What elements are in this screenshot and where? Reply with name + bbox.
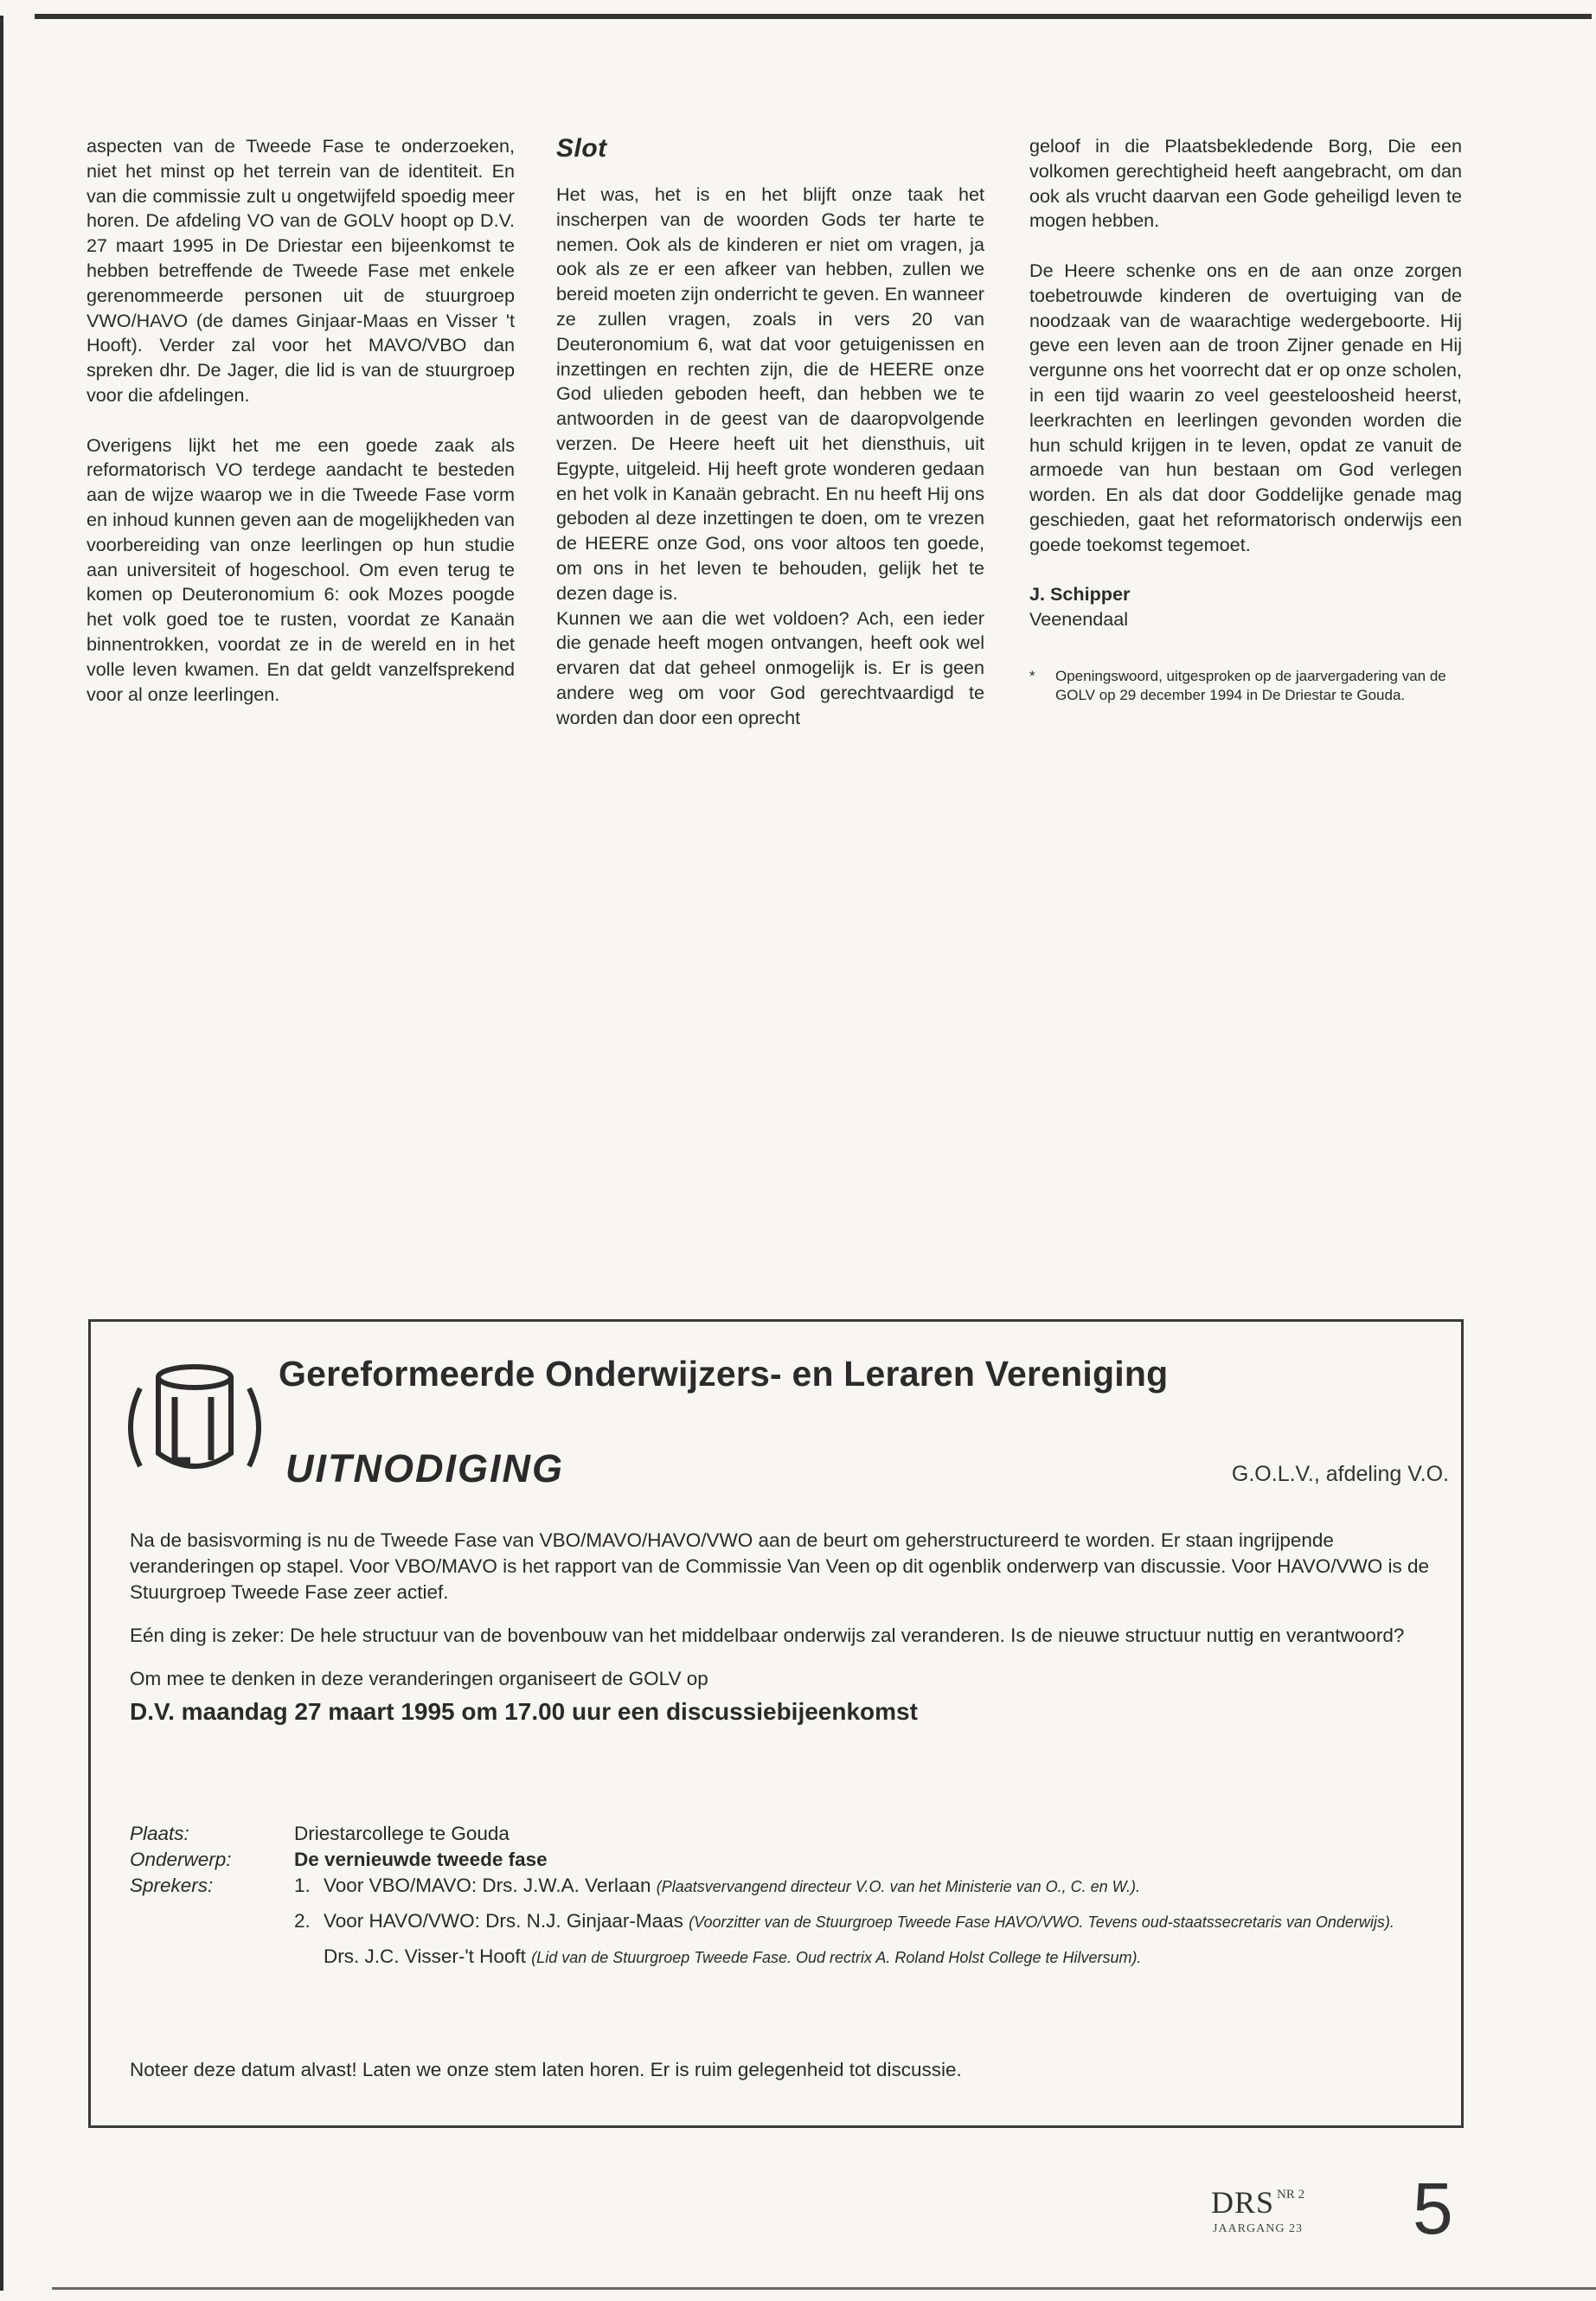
speaker-main: Voor VBO/MAVO: Drs. J.W.A. Verlaan xyxy=(324,1875,651,1896)
subject-label: Onderwerp: xyxy=(130,1849,232,1870)
place-label: Plaats: xyxy=(130,1823,189,1844)
author-name: J. Schipper xyxy=(1029,583,1131,606)
paragraph: Het was, het is en het blijft onze taak het inscherpen van de woorden Gods ter harte te nemen. Ook als de kinderen er niet om vragen, ja ook als ze er een afkeer van hebben, zullen we bereid moeten zijn onderricht te geven. En wanneer ze zullen vragen, zoals in vers 20 van Deuteronomium 6, wat dat voor getuigenissen en inzettingen en rechten zijn, die de HEERE onze God ulieden geboden heeft, dan hebben we te antwoorden in de geest van de daaropvolgende verzen. De Heere heeft uit het diensthuis, uit Egypte, uitgeleid. Hij heeft grote wonderen gedaan en het volk in Kanaän gebracht. En nu heeft Hij ons geboden al deze inzettingen te doen, om te vrezen de HEERE onze God, ons voor altoos ten goede, om ons in het leven te behouden, gelijk het te dezen dage is. xyxy=(556,183,984,604)
speaker-item xyxy=(294,1873,1436,1900)
page-number: 5 xyxy=(1413,2168,1453,2249)
left-edge-rule xyxy=(0,16,3,2291)
speaker-number: 1. xyxy=(294,1875,311,1896)
speaker-number: 2. xyxy=(294,1910,311,1932)
top-rule xyxy=(35,14,1592,19)
department-label: G.O.L.V., afdeling V.O. xyxy=(1231,1462,1449,1486)
speaker-note: (Voorzitter van de Stuurgroep Tweede Fase HAVO/VWO. Tevens oud-staatssecretaris van Onderwijs). xyxy=(689,1913,1394,1931)
issue-number: NR 2 xyxy=(1277,2188,1305,2202)
author-place: Veenendaal xyxy=(1029,608,1129,631)
paragraph: Eén ding is zeker: De hele structuur van de bovenbouw van het middelbaar onderwijs zal veranderen. Is de nieuwe structuur nuttig en verantwoord? xyxy=(130,1625,1405,1646)
speakers-list xyxy=(294,1873,1436,1971)
page-footer xyxy=(1211,2168,1471,2253)
paragraph: geloof in die Plaatsbekledende Borg, Die een volkomen gerechtigheid heeft aangebracht, om dan ook als vrucht daarvan een Gode geheiligd leven te mogen hebben. xyxy=(1029,135,1462,232)
detail-row-place xyxy=(130,1821,1436,1847)
footnote-mark: * xyxy=(1029,667,1035,684)
paragraph: Kunnen we aan die wet voldoen? Ach, een ieder die genade heeft mogen ontvangen, heeft ook wel ervaren dat dat geheel onmogelijk is. Er is geen andere weg om voor God gerechtvaardigd te worden dan door een oprecht xyxy=(556,606,984,728)
paragraph: Overigens lijkt het me een goede zaak als reformatorisch VO terdege aandacht te besteden aan de wijze waarop we in die Tweede Fase vorm en inhoud kunnen geven aan de mogelijkheden van voorbereiding van onze leerlingen op hun studie aan universiteit of hogeschool. Om even terug te komen op Deuteronomium 6: ook Mozes poogde het volk goed toe te rusten, voordat ze Kanaän binnentrokken, voordat ze in de wereld en in het volle leven kwamen. En dat geldt vanzelfsprekend voor al onze leerlingen. xyxy=(87,433,515,705)
subject-value: De vernieuwde tweede fase xyxy=(294,1849,548,1870)
footnote xyxy=(1029,667,1462,705)
article-column-3 xyxy=(1029,134,1462,705)
closing-note: Noteer deze datum alvast! Laten we onze stem laten horen. Er is ruim gelegenheid tot discussie. xyxy=(130,2059,962,2080)
bottom-rule xyxy=(52,2287,1596,2290)
speakers-label: Sprekers: xyxy=(130,1875,214,1896)
speaker-main: Voor HAVO/VWO: Drs. N.J. Ginjaar-Maas xyxy=(324,1910,683,1932)
golv-logo-icon xyxy=(121,1358,264,1488)
speaker-item xyxy=(294,1944,1436,1971)
invitation-body xyxy=(130,1528,1432,1734)
section-heading: Slot xyxy=(556,134,607,163)
volume-label: JAARGANG 23 xyxy=(1213,2222,1303,2235)
article-column-1 xyxy=(87,134,515,707)
speaker-note: (Lid van de Stuurgroep Tweede Fase. Oud rectrix A. Roland Holst College te Hilversum). xyxy=(531,1949,1142,1966)
speaker-item xyxy=(294,1908,1436,1935)
detail-row-speakers xyxy=(130,1873,1436,1971)
footnote-text: Openingswoord, uitgesproken op de jaarvergadering van de GOLV op 29 december 1994 in De Driestar te Gouda. xyxy=(1055,667,1446,703)
paragraph: Om mee te denken in deze veranderingen organiseert de GOLV op xyxy=(130,1668,708,1689)
paragraph: De Heere schenke ons en de aan onze zorgen toebetrouwde kinderen de overtuiging van de noodzaak van de waarachtige wedergeboorte. Hij geve een leven aan de troon Zijner genade en Hij vergunne ons het voorrecht dat er op onze scholen, in een tijd waarin zo veel geesteloosheid heerst, leerkrachten en leerlingen gevonden worden die hun schuld krijgen in te leven, opdat ze vanuit de armoede van hun bestaan om God verlegen worden. En als dat door Goddelijke genade mag geschieden, gaat het reformatorisch onderwijs een goede toekomst tegemoet. xyxy=(1029,259,1462,555)
detail-row-subject xyxy=(130,1847,1436,1873)
paragraph: Na de basisvorming is nu de Tweede Fase van VBO/MAVO/HAVO/VWO aan de beurt om geherstructureerd te worden. Er staan ingrijpende veranderingen op stapel. Voor VBO/MAVO is het rapport van de Commissie Van Veen op dit ogenblik onderwerp van discussie. Voor HAVO/VWO is de Stuurgroep Tweede Fase zeer actief. xyxy=(130,1529,1430,1603)
organization-name: Gereformeerde Onderwijzers- en Leraren Vereniging xyxy=(279,1354,1169,1394)
event-heading: D.V. maandag 27 maart 1995 om 17.00 uur een discussiebijeenkomst xyxy=(130,1698,918,1725)
invitation-title: UITNODIGING xyxy=(285,1446,564,1490)
speaker-main: Drs. J.C. Visser-'t Hooft xyxy=(324,1945,526,1967)
place-value: Driestarcollege te Gouda xyxy=(294,1823,510,1844)
article-column-2 xyxy=(556,134,984,731)
magazine-name: DRS xyxy=(1211,2185,1275,2220)
paragraph: aspecten van de Tweede Fase te onderzoeken, niet het minst op het terrein van de identiteit. En van die commissie zult u ongetwijfeld spoedig meer horen. De afdeling VO van de GOLV hoopt op D.V. 27 maart 1995 in De Driestar een bijeenkomst te hebben betreffende de Tweede Fase met enkele gerenommeerde personen uit de stuurgroep VWO/HAVO (de dames Ginjaar-Maas en Visser 't Hooft). Verder zal voor het MAVO/VBO dan spreken dhr. De Jager, die lid is van de stuurgroep voor die afdelingen. xyxy=(87,135,515,406)
speaker-note: (Plaatsvervangend directeur V.O. van het Ministerie van O., C. en W.). xyxy=(656,1878,1140,1895)
event-details xyxy=(130,1821,1436,1971)
